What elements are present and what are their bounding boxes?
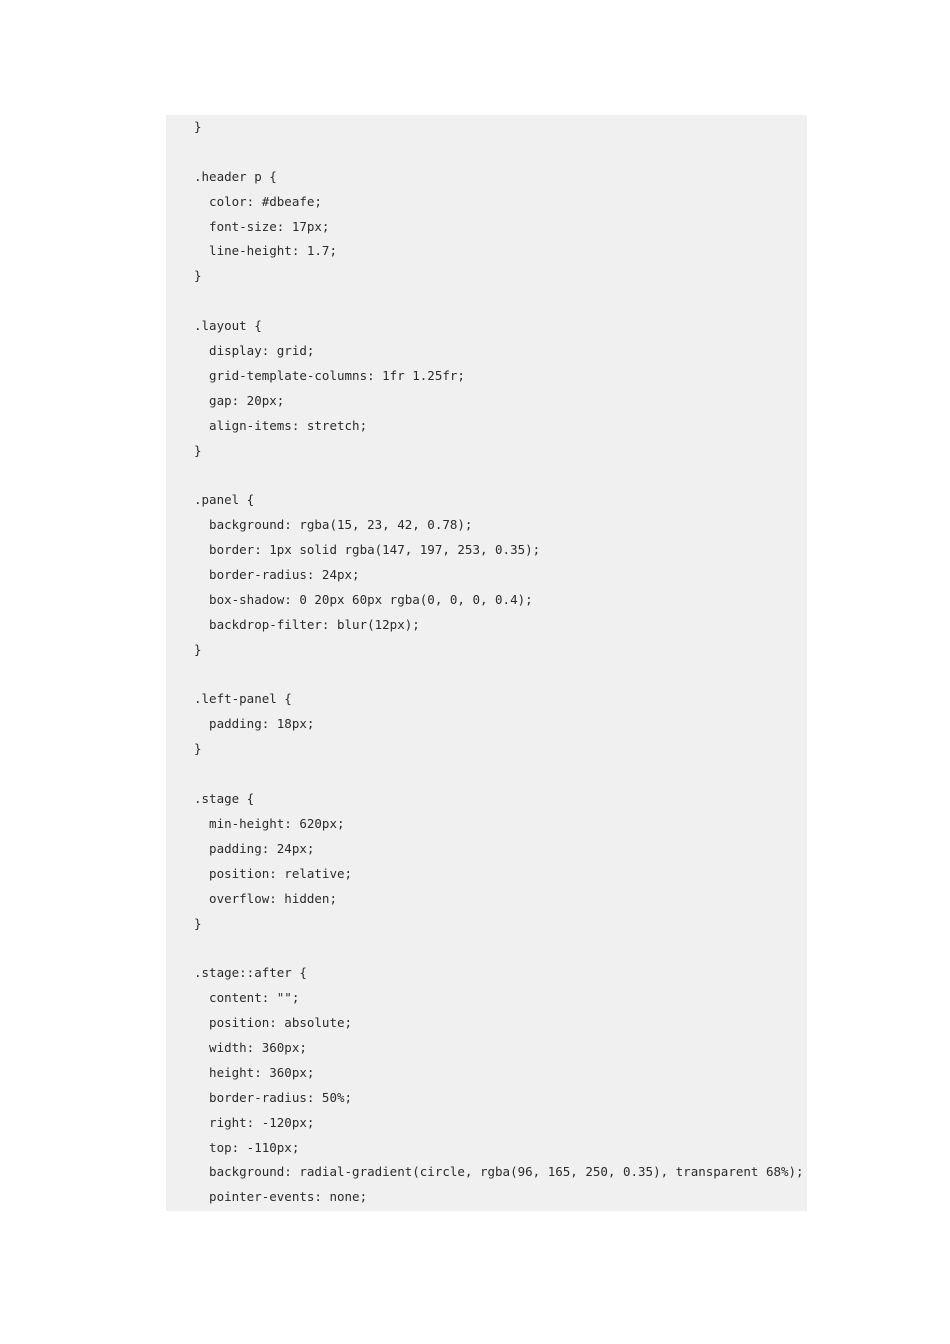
- code-line: right: -120px;: [194, 1114, 315, 1130]
- code-line: line-height: 1.7;: [194, 243, 337, 259]
- code-line: padding: 24px;: [194, 840, 315, 856]
- code-line: .stage {: [194, 791, 255, 807]
- code-line: pointer-events: none;: [194, 1189, 368, 1205]
- code-line: }: [194, 915, 202, 931]
- code-line: .layout {: [194, 318, 262, 334]
- code-line: grid-template-columns: 1fr 1.25fr;: [194, 367, 465, 383]
- code-line: width: 360px;: [194, 1039, 307, 1055]
- code-line: overflow: hidden;: [194, 890, 337, 906]
- code-block: [166, 115, 807, 1211]
- code-line: backdrop-filter: blur(12px);: [194, 616, 420, 632]
- code-line: [194, 289, 807, 314]
- code-line: border: 1px solid rgba(147, 197, 253, 0.35);: [194, 542, 541, 558]
- code-line: padding: 18px;: [194, 716, 315, 732]
- code-line: background: rgba(15, 23, 42, 0.78);: [194, 517, 473, 533]
- code-line: border-radius: 50%;: [194, 1089, 353, 1105]
- code-line: .stage::after {: [194, 965, 307, 981]
- code-line: align-items: stretch;: [194, 417, 368, 433]
- code-line: .header p {: [194, 168, 277, 184]
- code-line: content: "";: [194, 990, 300, 1006]
- code-line: .left-panel {: [194, 691, 292, 707]
- code-line: }: [194, 641, 202, 657]
- code-line: }: [194, 442, 202, 458]
- code-line: color: #dbeafe;: [194, 193, 322, 209]
- code-line: border-radius: 24px;: [194, 567, 360, 583]
- code-line: display: grid;: [194, 343, 315, 359]
- code-line: }: [194, 268, 202, 284]
- code-line: top: -110px;: [194, 1139, 300, 1155]
- code-line: [194, 663, 807, 688]
- code-line: position: absolute;: [194, 1015, 353, 1031]
- code-line: background: radial-gradient(circle, rgba(96, 165, 250, 0.35), transparent 68%);: [194, 1164, 804, 1180]
- code-line: [194, 463, 807, 488]
- code-line: min-height: 620px;: [194, 815, 345, 831]
- code-line: box-shadow: 0 20px 60px rgba(0, 0, 0, 0.4);: [194, 591, 533, 607]
- code-line: }: [194, 119, 202, 134]
- code-line: gap: 20px;: [194, 392, 285, 408]
- code-line: font-size: 17px;: [194, 218, 330, 234]
- code-line: }: [194, 741, 202, 757]
- code-line: height: 360px;: [194, 1064, 315, 1080]
- code-line: position: relative;: [194, 865, 353, 881]
- code-line: [194, 140, 807, 165]
- code-line: [194, 762, 807, 787]
- code-line: [194, 936, 807, 961]
- code-line: .panel {: [194, 492, 255, 508]
